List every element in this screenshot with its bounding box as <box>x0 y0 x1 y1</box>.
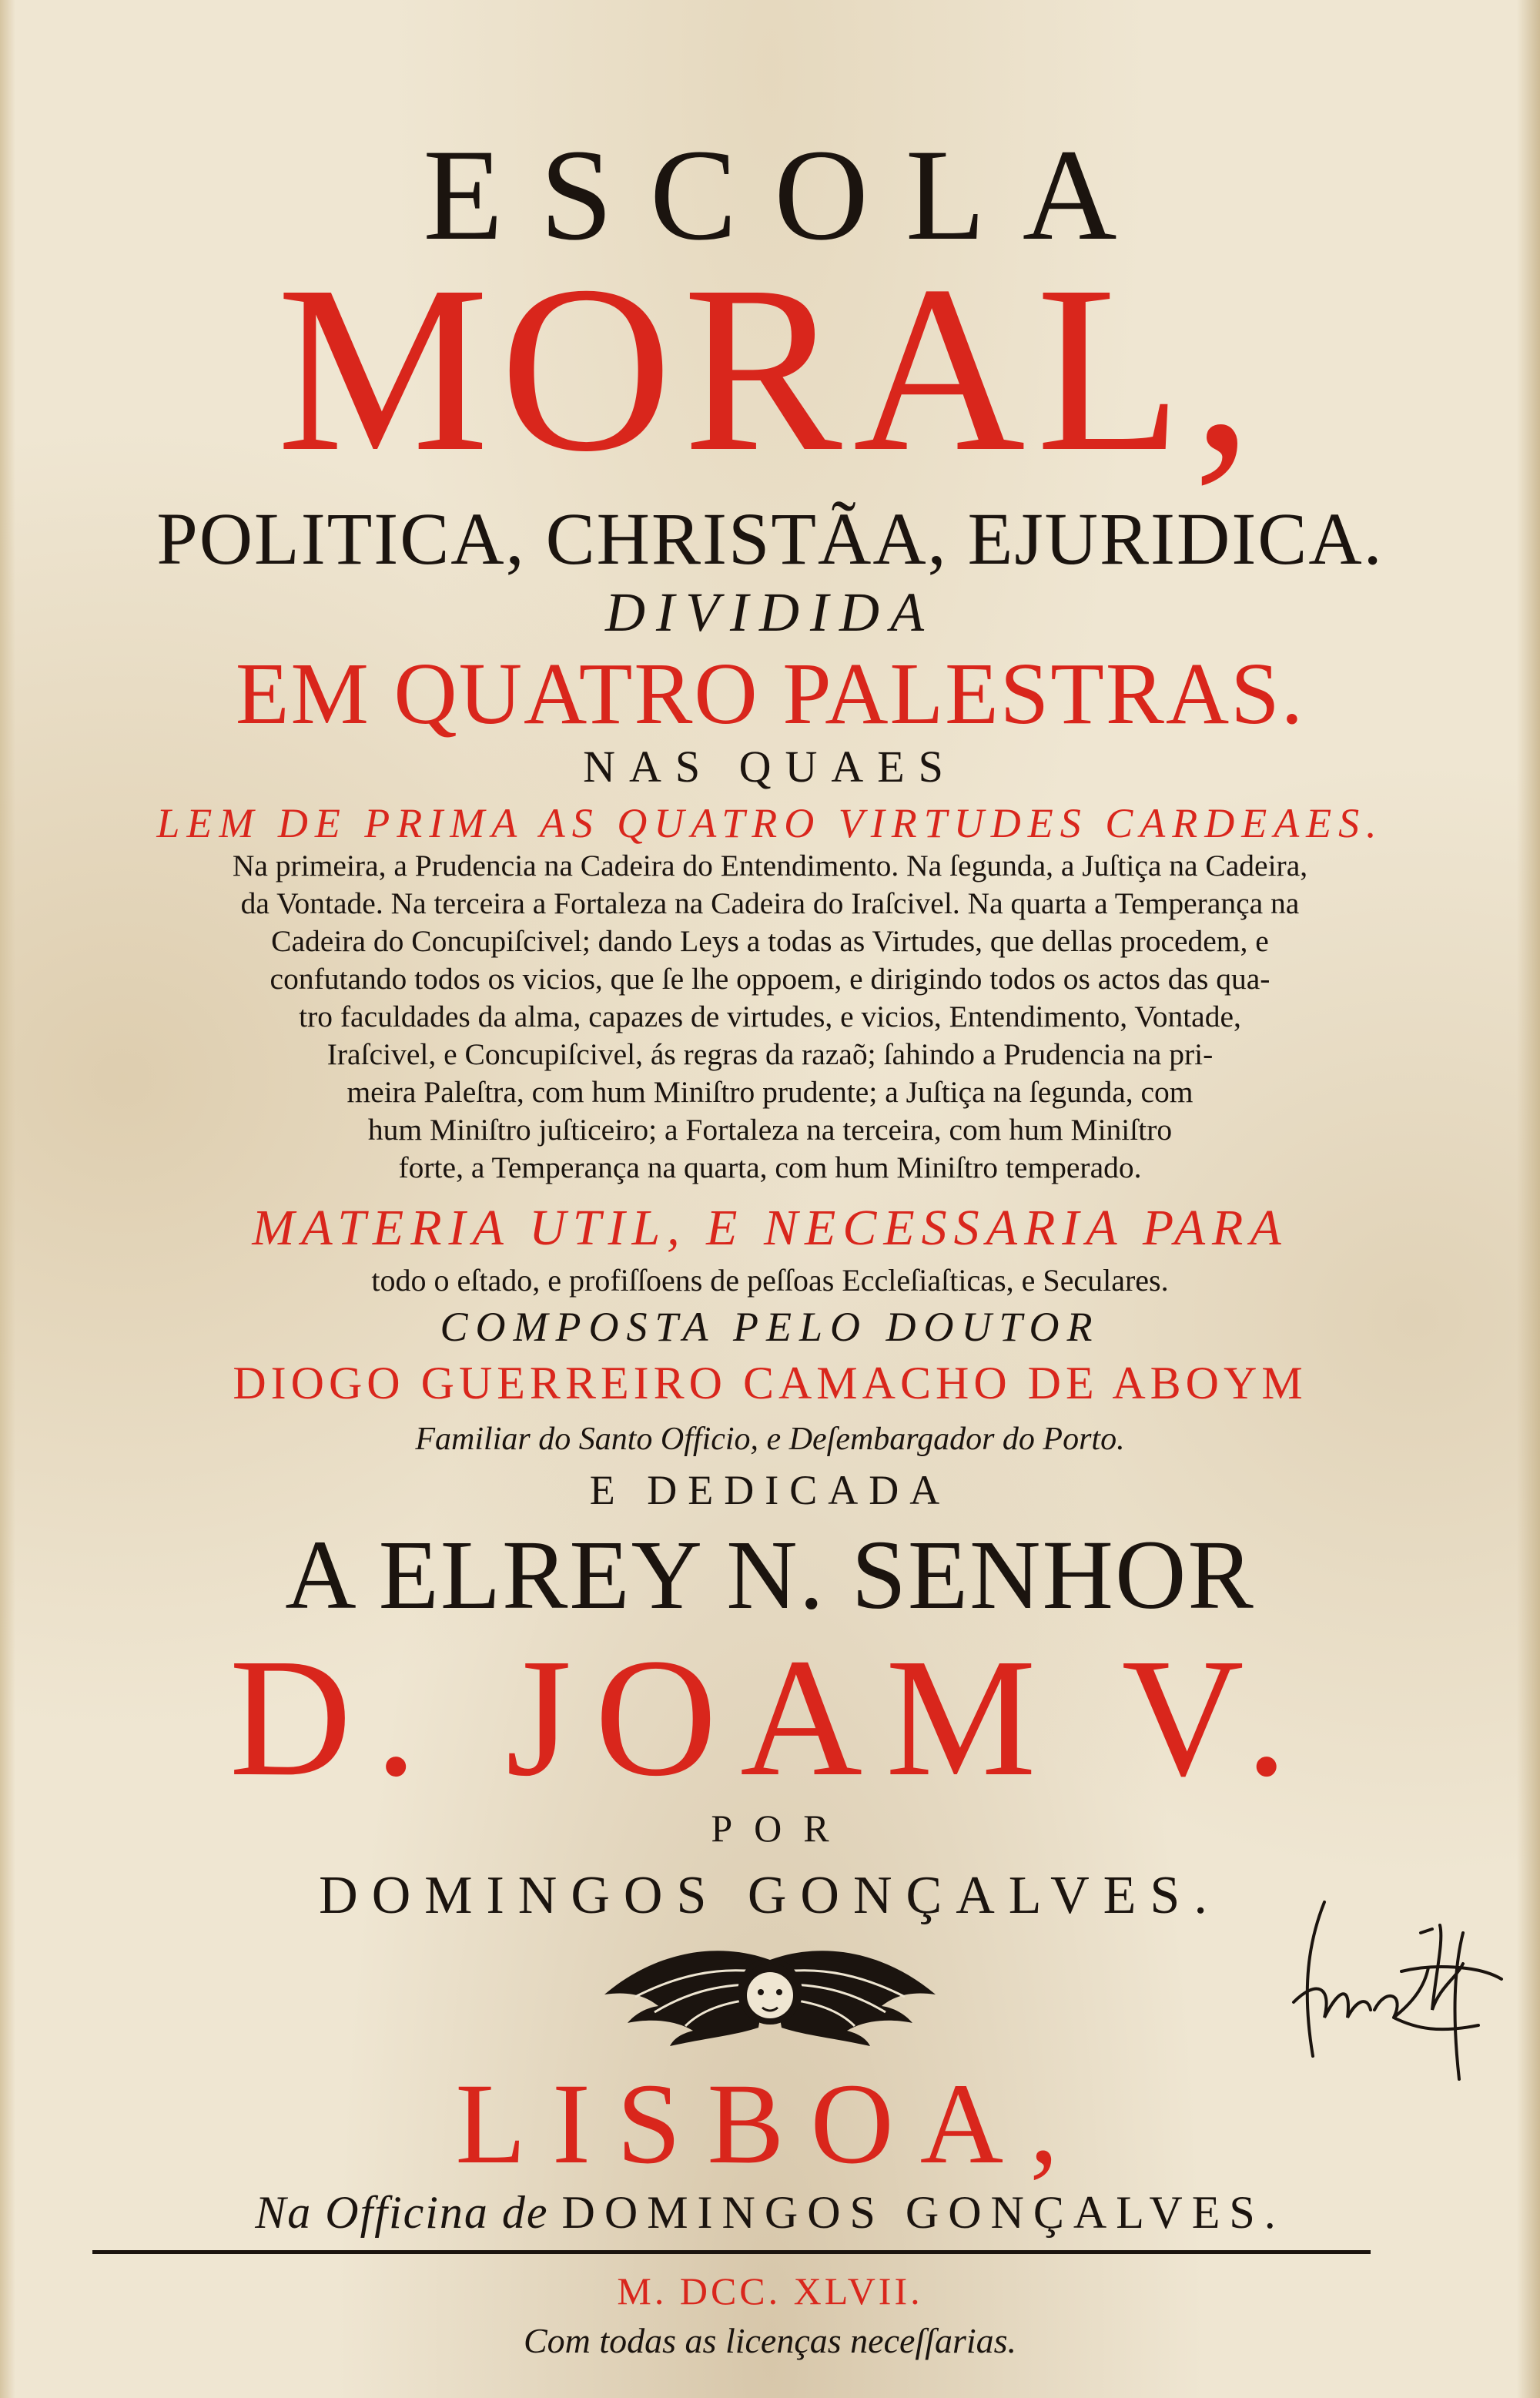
paragraph-line: Cadeira do Concupiſcivel; dando Leys a todas as Virtudes, que dellas procedem, e <box>271 924 1269 958</box>
city-lisboa: LISBOA, <box>455 2060 1085 2188</box>
subtitle-dividida: DIVIDIDA <box>605 581 935 643</box>
paragraph-line: meira Paleſtra, com hum Miniſtro prudente; a Juſtiça na ſegunda, com <box>346 1075 1194 1109</box>
paragraph-line: Na primeira, a Prudencia na Cadeira do Entendimento. Na ſegunda, a Juſtiça na Cadeira, <box>232 849 1308 883</box>
subtitle-politica: POLITICA, CHRISTÃA, EJURIDICA. <box>156 497 1384 580</box>
todo-estado-line: todo o eſtado, e profiſſoens de peſſoas Eccleſiaſticas, e Seculares. <box>371 1263 1169 1298</box>
paragraph-line: confutando todos os vicios, que ſe lhe oppoem, e dirigindo todos os actos das qua- <box>270 962 1270 996</box>
paragraph-line: hum Miniſtro juſticeiro; a Fortaleza na terceira, com hum Miniſtro <box>367 1113 1173 1147</box>
title-escola: ESCOLA <box>423 122 1154 267</box>
paragraph-line: forte, a Temperança na quarta, com hum Miniſtro temperado. <box>398 1150 1142 1184</box>
por-line: POR <box>711 1807 851 1850</box>
dedication-king: D. JOAM V. <box>229 1623 1311 1811</box>
author-name: DIOGO GUERREIRO CAMACHO DE ABOYM <box>233 1358 1307 1408</box>
publication-year: M. DCC. XLVII. <box>617 2269 923 2313</box>
officina-prefix: Na Officina de <box>255 2187 549 2238</box>
subtitle-palestras: EM QUATRO PALESTRAS. <box>235 645 1305 742</box>
paragraph-line: tro faculdades da alma, capazes de virtudes, e vicios, Entendimento, Vontade, <box>299 1000 1241 1033</box>
materia-line: MATERIA UTIL, E NECESSARIA PARA <box>252 1200 1288 1256</box>
horizontal-rule <box>92 2250 1371 2254</box>
author-title: Familiar do Santo Officio, e Deſembargador do Porto. <box>415 1422 1125 1457</box>
printer-name: DOMINGOS GONÇALVES. <box>319 1866 1221 1925</box>
description-paragraph <box>116 847 1424 1187</box>
subtitle-nas-quaes: NAS QUAES <box>583 742 957 792</box>
cherub-ornament-icon <box>601 1937 939 2052</box>
subtitle-virtudes: LEM DE PRIMA AS QUATRO VIRTUDES CARDEAES. <box>156 800 1384 846</box>
composta-line: COMPOSTA PELO DOUTOR <box>440 1304 1100 1350</box>
officina-printer: DOMINGOS GONÇALVES. <box>561 2187 1285 2238</box>
title-moral: MORAL, <box>276 237 1264 501</box>
licencas-line: Com todas as licenças neceſſarias. <box>523 2321 1017 2360</box>
paragraph-line: Iraſcivel, e Concupiſcivel, ás regras da razaõ; ſahindo a Prudencia na pri- <box>326 1037 1214 1071</box>
dedicada-line: E DEDICADA <box>589 1467 951 1513</box>
officina-line <box>0 2185 1540 2239</box>
paragraph-line: da Vontade. Na terceira a Fortaleza na Cadeira do Iraſcivel. Na quarta a Temperança na <box>240 886 1300 920</box>
dedication-elrey: A ELREY N. SENHOR <box>285 1520 1255 1629</box>
